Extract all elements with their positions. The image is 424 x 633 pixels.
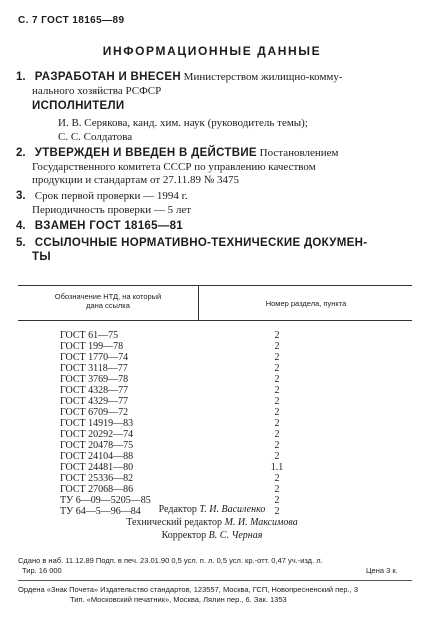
table-cell-section: 2: [274, 418, 280, 429]
table-row: [0, 385, 424, 396]
imprint-line2-left: Тир. 16 000: [22, 566, 62, 575]
table-cell-reference: ГОСТ 1770—74: [60, 352, 129, 363]
table-cell-reference: ГОСТ 24481—80: [60, 462, 134, 473]
section-1-heading: РАЗРАБОТАН И ВНЕСЕН: [34, 71, 181, 83]
table-row: [0, 429, 424, 440]
credit-editor-label: Редактор: [158, 504, 197, 515]
imprint-line3: Ордена «Знак Почета» Издательство стандартов, 123557, Москва, ГСП, Новопресненский пер., 3: [18, 585, 358, 594]
section-4-heading: ВЗАМЕН ГОСТ 18165—81: [34, 220, 183, 232]
table-cell-section: 2: [274, 429, 280, 440]
table-cell-reference: ГОСТ 61—75: [60, 330, 119, 341]
table-row: [0, 396, 424, 407]
section-2-text-line1: Постановлением: [259, 147, 339, 159]
section-3-number: 3.: [16, 190, 26, 202]
table-header-col1-line1: Обозначение НТД, на который: [54, 292, 162, 301]
table-row: [0, 418, 424, 429]
table-cell-section: 2: [274, 396, 280, 407]
table-row: [0, 341, 424, 352]
credit-editor: [0, 503, 424, 516]
section-2-heading: УТВЕРЖДЕН И ВВЕДЕН В ДЕЙСТВИЕ: [34, 147, 257, 159]
table-row: [0, 440, 424, 451]
table-header-col2: Номер раздела, пункта: [265, 299, 347, 308]
table-cell-section: 2: [274, 352, 280, 363]
table-cell-section: 2: [274, 440, 280, 451]
imprint-line2-right: Цена 3 к.: [366, 566, 398, 575]
section-2-line1: [16, 146, 339, 160]
section-1-text-line2: нального хозяйства РСФСР: [32, 85, 162, 97]
table-cell-reference: ГОСТ 199—78: [60, 341, 124, 352]
table-row: [0, 374, 424, 385]
table-cell-section: 2: [274, 341, 280, 352]
section-1-text-line1: Министерством жилищно-комму-: [183, 71, 343, 83]
table-cell-reference: ТУ 64—5—96—84: [60, 506, 141, 517]
credit-tech-editor-name: М. И. Максимова: [224, 517, 298, 528]
section-2-text-line3: продукции и стандартам от 27.11.89 № 3475: [32, 174, 240, 186]
section-5-heading-line2: ТЫ: [32, 251, 51, 263]
table-row: [0, 330, 424, 341]
table-row: [0, 473, 424, 484]
table-header-rule: [18, 320, 412, 321]
table-top-rule: [18, 285, 412, 286]
table-cell-reference: ГОСТ 25336—82: [60, 473, 134, 484]
table-cell-reference: ГОСТ 4329—77: [60, 396, 129, 407]
imprint-line1: Сдано в наб. 11.12.89 Подп. в печ. 23.01.90 0,5 усл. п. л. 0,5 усл. кр.-отт. 0,47 уч.-изд. л.: [18, 556, 323, 565]
table-cell-section: 2: [274, 374, 280, 385]
table-cell-section: 2: [274, 363, 280, 374]
table-column-divider: [198, 286, 199, 320]
table-cell-reference: ГОСТ 24104—88: [60, 451, 134, 462]
section-5-number: 5.: [16, 237, 26, 249]
table-cell-reference: ГОСТ 6709—72: [60, 407, 129, 418]
page-header: С. 7 ГОСТ 18165—89: [18, 15, 125, 26]
table-cell-section: 1.1: [270, 462, 284, 473]
page-title: ИНФОРМАЦИОННЫЕ ДАННЫЕ: [102, 44, 322, 58]
section-5-line1: [16, 236, 367, 250]
table-cell-reference: ГОСТ 14919—83: [60, 418, 134, 429]
table-cell-reference: ГОСТ 3769—78: [60, 374, 129, 385]
table-row: [0, 451, 424, 462]
credit-tech-editor-label: Технический редактор: [126, 517, 223, 528]
table-cell-section: 2: [274, 385, 280, 396]
credit-editor-name: Т. И. Василенко: [199, 504, 266, 515]
table-cell-reference: ГОСТ 4328—77: [60, 385, 129, 396]
section-4-line: [16, 219, 183, 233]
table-cell-section: 2: [274, 451, 280, 462]
section-3-text-line1: Срок первой проверки — 1994 г.: [34, 190, 188, 202]
imprint-rule: [18, 580, 412, 581]
table-cell-section: 2: [274, 495, 280, 506]
table-cell-reference: ГОСТ 20478—75: [60, 440, 134, 451]
section-4-number: 4.: [16, 220, 26, 232]
imprint-line4: Тип. «Московский печатник», Москва, Лялин пер., 6. Зак. 1353: [70, 595, 287, 604]
table-row: [0, 352, 424, 363]
credit-tech-editor: [0, 516, 424, 529]
table-row: [0, 462, 424, 473]
credit-proofreader: [0, 529, 424, 542]
table-cell-section: 2: [274, 330, 280, 341]
section-1-line1: [16, 70, 343, 84]
section-3-line1: [16, 189, 188, 203]
section-3-text-line2: Периодичность проверки — 5 лет: [32, 204, 192, 216]
section-1-number: 1.: [16, 71, 26, 83]
credit-proofreader-label: Корректор: [161, 530, 207, 541]
table-cell-reference: ТУ 6—09—5205—85: [60, 495, 151, 506]
table-cell-section: 2: [274, 407, 280, 418]
table-row: [0, 407, 424, 418]
table-cell-section: 2: [274, 506, 280, 517]
credit-proofreader-name: В. С. Черная: [208, 530, 263, 541]
section-2-number: 2.: [16, 147, 26, 159]
table-cell-reference: ГОСТ 27068—86: [60, 484, 134, 495]
table-header-col1-line2: дана ссылка: [86, 301, 130, 310]
table-cell-reference: ГОСТ 3118—77: [60, 363, 128, 374]
table-cell-section: 2: [274, 473, 280, 484]
section-2-text-line2: Государственного комитета СССР по управлению качеством: [32, 161, 316, 173]
table-row: [0, 363, 424, 374]
performers-line2: С. С. Солдатова: [58, 131, 133, 143]
table-cell-reference: ГОСТ 20292—74: [60, 429, 134, 440]
table-header-col1: [20, 292, 196, 310]
performers-line1: И. В. Серякова, канд. хим. наук (руководитель темы);: [58, 117, 308, 129]
performers-heading: ИСПОЛНИТЕЛИ: [32, 100, 125, 112]
table-cell-section: 2: [274, 484, 280, 495]
section-5-heading-line1: ССЫЛОЧНЫЕ НОРМАТИВНО-ТЕХНИЧЕСКИЕ ДОКУМЕН-: [34, 237, 368, 249]
table-row: [0, 484, 424, 495]
